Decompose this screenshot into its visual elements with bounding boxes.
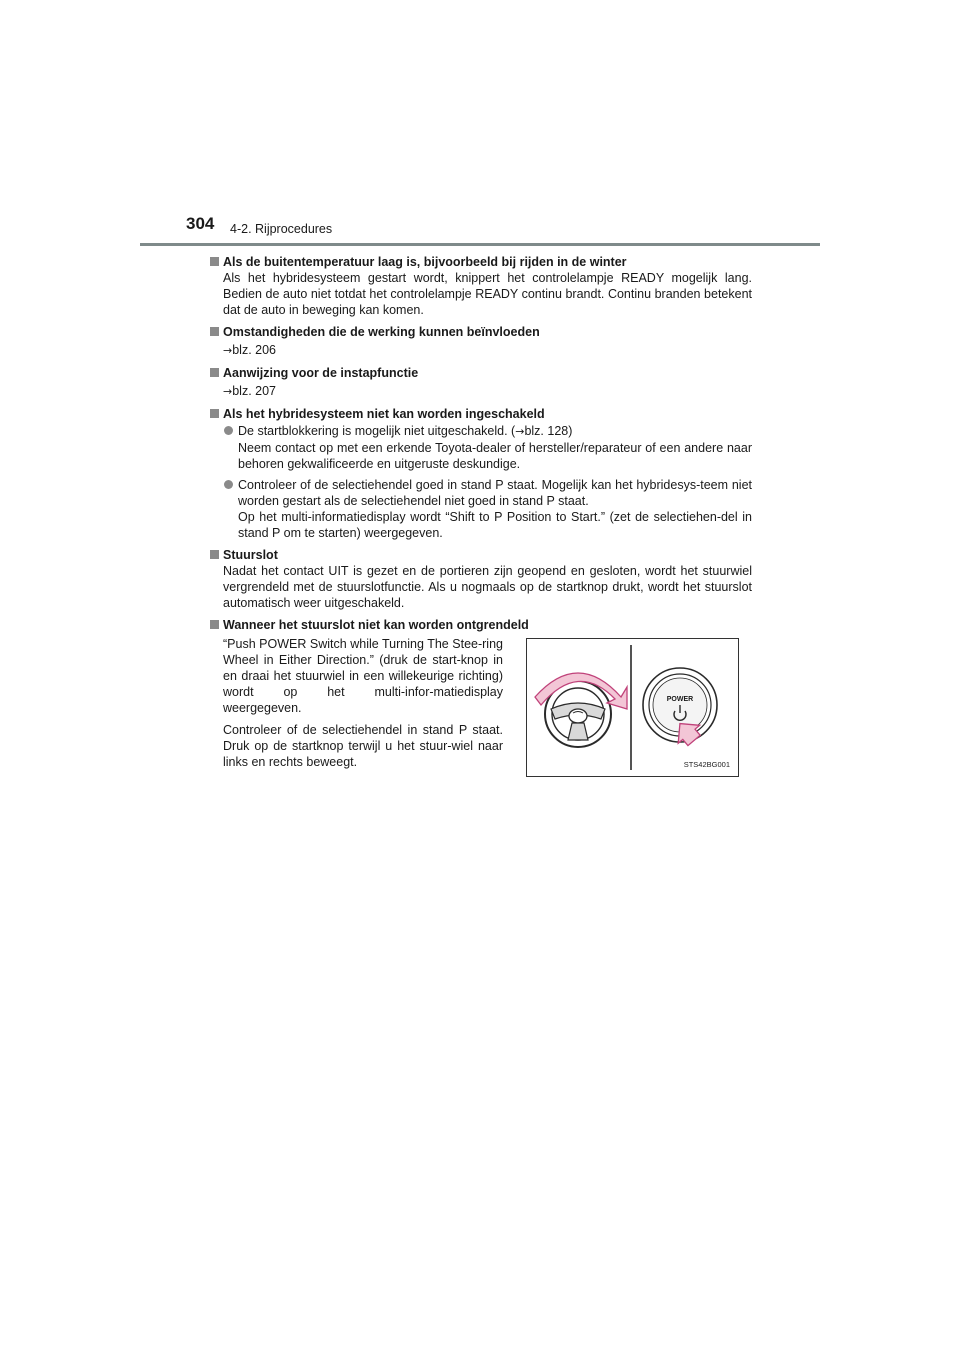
item-heading: Wanneer het stuurslot niet kan worden ontgrendeld xyxy=(210,617,752,633)
illustration-figure xyxy=(526,638,739,777)
release-text xyxy=(210,636,503,770)
header-rule xyxy=(140,243,820,246)
page-content xyxy=(210,254,752,776)
item-body: Als het hybridesysteem gestart wordt, knippert het controlelampje READY mogelijk lang. Bedien de auto niet totdat het controlelampje READY continu brandt. Continu branden betekent dat de auto in beweging kan komen. xyxy=(223,271,752,317)
item-heading: Aanwijzing voor de instapfunctie xyxy=(210,365,752,381)
arrow-right-icon: → xyxy=(223,344,233,357)
figure-code: STS42BG001 xyxy=(683,760,730,769)
bullet-shift-position: Controleer of de selectiehendel goed in stand P staat. Mogelijk kan het hybridesys-teem niet worden gestart als de selectiehendel niet goed in stand P staat. Op het multi-informatiedisplay wordt “Shift to P Position to Start.” (zet de selectiehen-del in stand P om te starten) weergegeven. xyxy=(210,477,752,541)
square-marker-icon xyxy=(210,620,219,629)
release-paragraph: Controleer of de selectiehendel in stand P staat. Druk op de startknop terwijl u het stuur-wiel naar links en rechts beweegt. xyxy=(223,723,503,769)
bullet-dot-icon xyxy=(224,426,233,435)
arrow-right-icon: → xyxy=(515,425,525,438)
page-number: 304 xyxy=(186,214,215,233)
item-heading: Omstandigheden die de werking kunnen beïnvloeden xyxy=(210,324,752,340)
square-marker-icon xyxy=(210,368,219,377)
item-winter xyxy=(210,254,752,318)
bullet-immobilizer: De startblokkering is mogelijk niet uitgeschakeld. (→blz. 128) Neem contact op met een erkende Toyota-dealer of hersteller/reparateur of een andere naar behoren gekwalificeerde en uitgeruste deskundige. xyxy=(210,423,752,472)
arrow-right-icon: → xyxy=(223,385,233,398)
item-steering-lock-release xyxy=(210,617,752,770)
release-block xyxy=(210,636,752,770)
item-steering-lock xyxy=(210,547,752,611)
item-hybrid-start-failure xyxy=(210,406,752,541)
square-marker-icon xyxy=(210,327,219,336)
item-heading: Als het hybridesysteem niet kan worden ingeschakeld xyxy=(210,406,752,422)
square-marker-icon xyxy=(210,409,219,418)
page-header xyxy=(0,0,960,250)
item-conditions xyxy=(210,324,752,359)
item-heading: Als de buitentemperatuur laag is, bijvoorbeeld bij rijden in de winter xyxy=(210,254,752,270)
bullet-dot-icon xyxy=(224,480,233,489)
item-heading: Stuurslot xyxy=(210,547,752,563)
item-entry-function xyxy=(210,365,752,400)
item-body: Nadat het contact UIT is gezet en de portieren zijn geopend en gesloten, wordt het stuurwiel vergrendeld met de stuurslotfunctie. Als u nogmaals op de startknop drukt, wordt het stuurslot automatisch weer uitgeschakeld. xyxy=(223,564,752,610)
section-title: 4-2. Rijprocedures xyxy=(230,222,333,236)
page-reference[interactable]: →blz. 207 xyxy=(223,384,276,398)
page-reference[interactable]: →blz. 206 xyxy=(223,343,276,357)
power-button-label: POWER xyxy=(666,696,694,703)
square-marker-icon xyxy=(210,550,219,559)
square-marker-icon xyxy=(210,257,219,266)
illustration-svg xyxy=(527,639,738,776)
release-paragraph: “Push POWER Switch while Turning The Stee-ring Wheel in Either Direction.” (druk de start-knop in en draai het stuurwiel in een willekeurige richting) wordt op het multi-infor-matiedisplay weergegeven. xyxy=(223,637,503,715)
